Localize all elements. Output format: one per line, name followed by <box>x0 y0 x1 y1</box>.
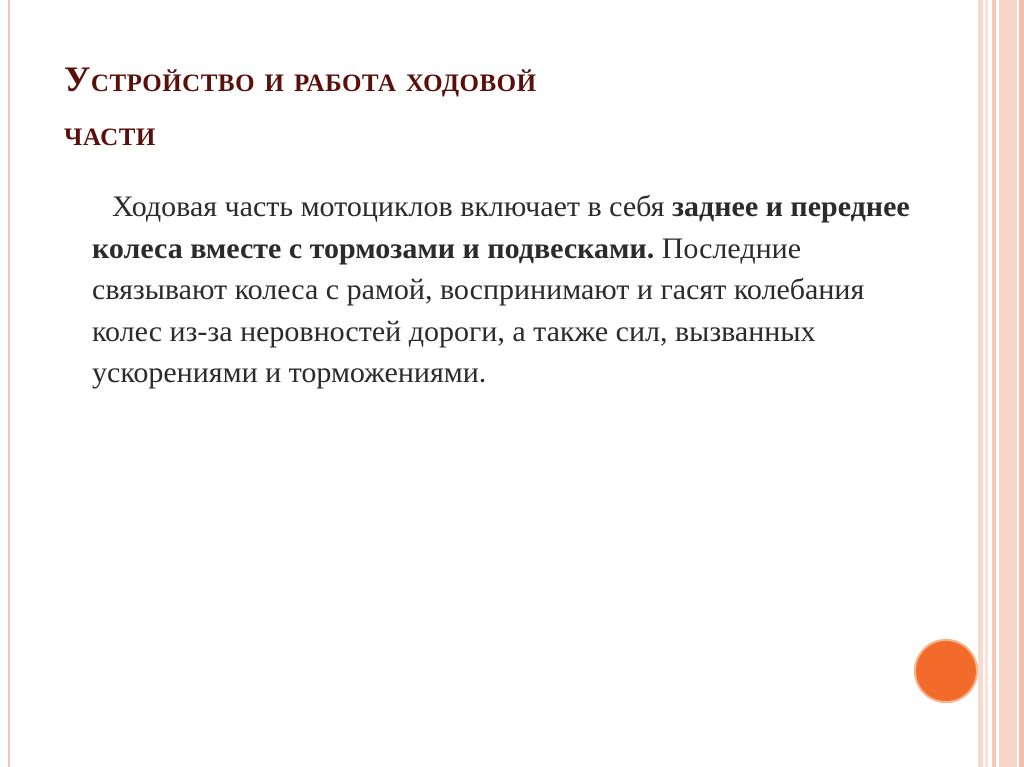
paragraph-part-2: Последние связывают колеса с рамой, воспринимают и гасят колебания колес из-за неровностей дороги, а также сил, вызванных ускорениями и торможениями. <box>92 231 865 389</box>
slide-title-line-1: Устройство и работа ходовой <box>64 59 537 99</box>
slide-title <box>64 52 844 160</box>
right-stripe <box>985 0 988 767</box>
decorative-orange-circle <box>914 639 978 703</box>
right-stripe <box>992 0 996 767</box>
paragraph-bold-part: заднее и переднее колеса вместе с тормозами и подвесками. <box>92 190 910 265</box>
right-stripe <box>978 0 983 767</box>
right-stripe <box>999 0 1017 767</box>
paragraph-part-1: Ходовая часть мотоциклов включает в себя <box>112 190 665 223</box>
left-frame-line <box>8 0 10 767</box>
right-stripe <box>1019 0 1024 767</box>
slide-title-line-2: части <box>64 113 156 153</box>
body-paragraph <box>92 186 912 394</box>
